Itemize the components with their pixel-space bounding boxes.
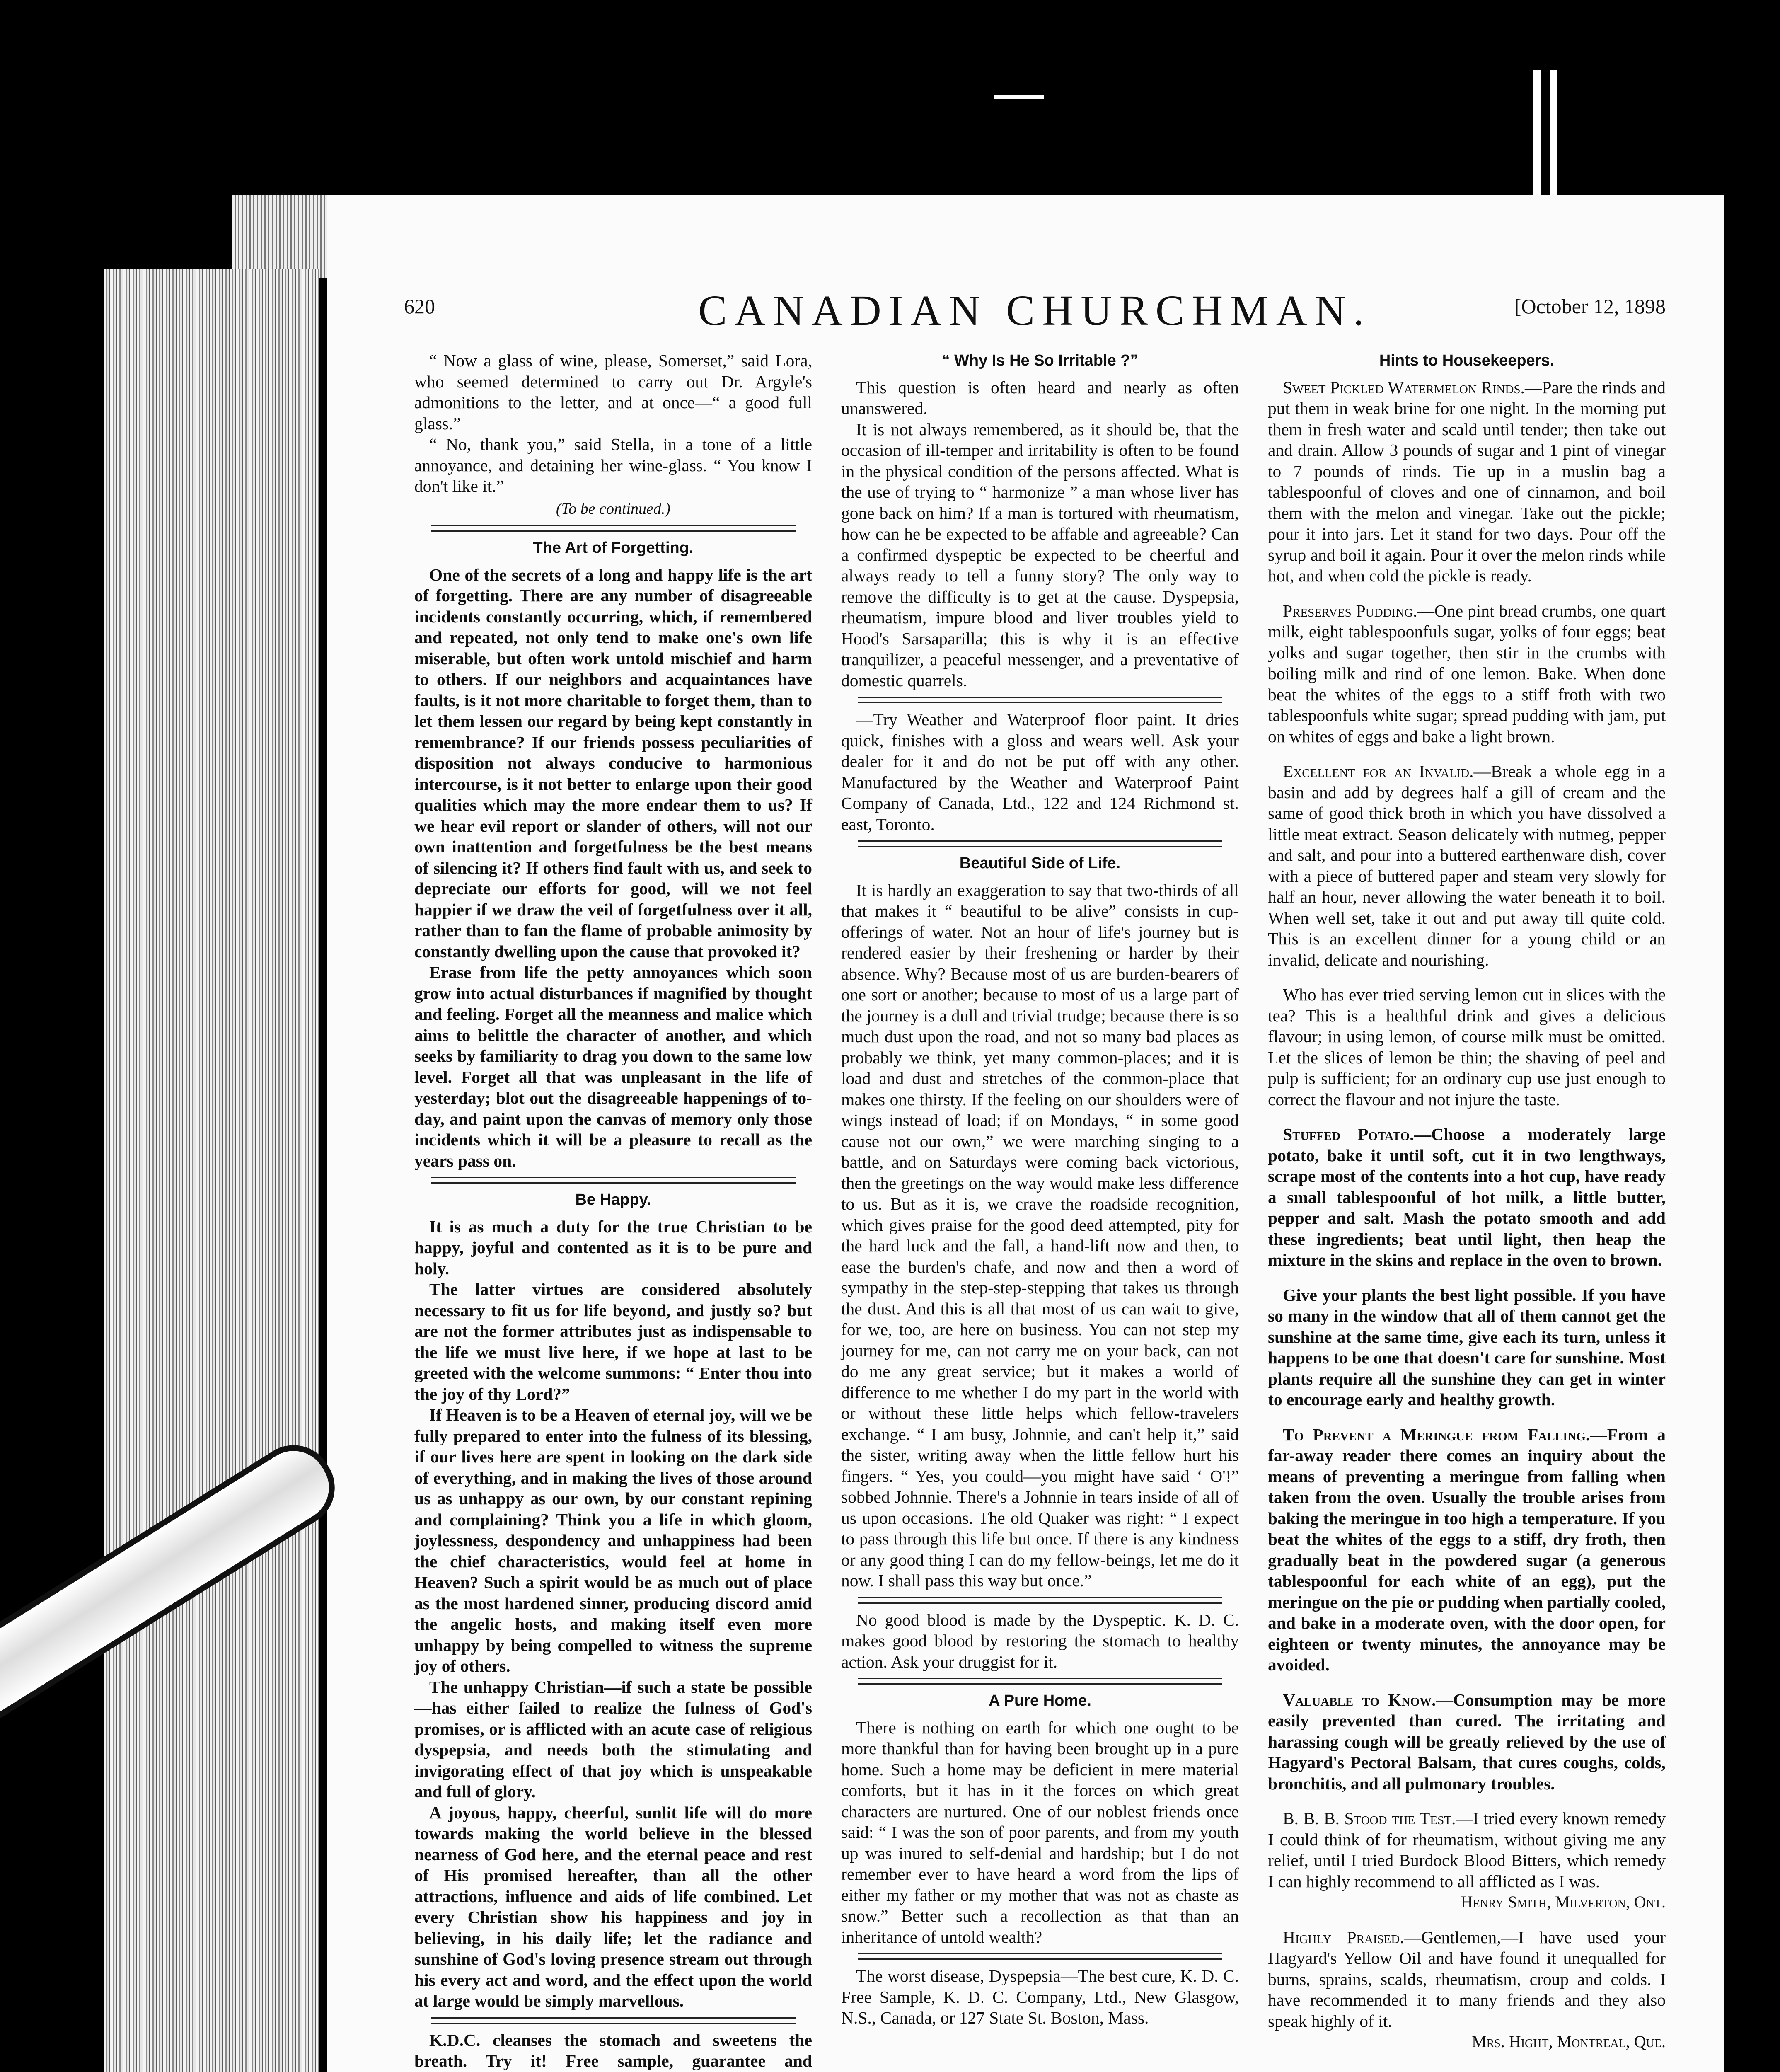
story-paragraph: “ No, thank you,” said Stella, in a tone of a little annoyance, and detaining her wine-glass. “ You know I don't like it.” [414,435,812,496]
testimonial-signature: Henry Smith, Milverton, Ont. [1461,1893,1666,1911]
section-rule [858,697,1222,703]
hint-heading: Valuable to Know. [1283,1690,1436,1709]
hint-heading: Excellent for an Invalid. [1283,762,1474,781]
section-rule [431,525,796,532]
column-2 [841,350,1239,2028]
section-rule [858,1953,1222,1960]
hint-heading: Stuffed Potato. [1283,1125,1414,1144]
story-paragraph: “ Now a glass of wine, please, Somerset,” said Lora, who seemed determined to carry out Dr. Argyle's admonitions to the letter, and at once—“ a good full glass.” [414,351,812,433]
hint-text: —One pint bread crumbs, one quart milk, eight tablespoonfuls sugar, yolks of four eggs; beat yolks and sugar together, then stir in the crumbs with boiling milk and rind of one lemon. Bake. When done beat the whites of the eggs to a stiff froth with two tablespoonfuls white sugar; spread pudding with jam, put on whites of eggs and bake a light brown. [1268,601,1666,746]
hint-text: —Choose a moderately large potato, bake it until soft, cut it in two lengthways, scrape most of the contents into a hot cup, have ready a small tablespoonful of hot milk, a little butter, pepper and salt. Mash the potato smooth and add these ingredients; beat until light, then heap the mixture in the skins and replace in the oven to brown. [1268,1125,1666,1269]
hint-paragraph [1268,761,1666,970]
article-title: Be Happy. [575,1191,651,1208]
advertisement: K.D.C. cleanses the stomach and sweetens the breath. Try it! Free sample, guarantee and [414,2030,812,2070]
testimonial-heading: Highly Praised. [1283,1927,1404,1947]
article-paragraph: It is hardly an exaggeration to say that two-thirds of all that makes it “ beautiful to be alive” consists in cup-offerings of water. Not an hour of life's journey but is rendered easier by their freshening or harder by their absence. Why? Because most of us are burden-bearers of one sort or another; because to most of us a large part of the journey is a dull and trivial trudge; because there is so much dust upon the road, and not so many bad places as probably we think, yet many common-places; and it is load and dust and stretches of the common-place that makes one thirsty. If the feeling on our shoulders were of wings instead of load; if on Mondays, “ in some good cause not our own,” we were marching singing to a battle, and on Saturdays were coming back victorious, then the greetings on the way would make less difference to us. But as it is, we crave the roadside recognition, which gives praise for the good deed attempted, pity for the hard luck and the fall, a hand-lift now and then, to ease the burden's chafe, and now and then a word of sympathy in the step-step-stepping that takes us through the dust. And this is all that most of us can wait to give, for we, too, are here on business. You can not step my journey for me, can not carry me on your back, can not do me any great service; but it makes a world of difference to me whether I do my part in the world with or without these little helps which fellow-travelers exchange. “ I am busy, Johnnie, and can't help it,” said the sister, writing away when the little fellow hurt his fingers. “ Yes, you could—you might have said ‘ O'!” sobbed Johnnie. There's a Johnnie in tears inside of all of us upon occasions. The old Quaker was right: “ I expect to pass through this life but once. If there is any kindness or any good thing I can do my fellow-beings, let me do it now. I shall pass this way but once.” [841,880,1239,1590]
section-title: Hints to Housekeepers. [1379,352,1555,369]
hint-text: —Pare the rinds and put them in weak brine for one night. In the morning put them in fresh water and scald until tender; then take out and drain. Allow 3 pounds of sugar and 1 pint of vinegar to 7 pounds of rinds. Tie up in a muslin bag a tablespoonful of cloves and one of cinnamon, and boil them with the melon and vinegar. Take out the pickle; pour it into jars. Let it stand for two days. Pour off the syrup and boil it again. Pour it over the melon rinds while hot, and when cold the pickle is ready. [1268,378,1666,585]
article-paragraph: There is nothing on earth for which one ought to be more thankful than for having been brought up in a pure home. Such a home may be deficient in mere material comforts, but it has in it the forces on which great characters are nurtured. One of our noblest friends once said: “ I was the son of poor parents, and from my youth up was inured to self-denial and hardship; but I do not remember ever to have heard a word from the lips of either my father or my mother that was not as chaste as snow.” Better such a recollection as that than an inheritance of untold wealth? [841,1718,1239,1946]
hint-paragraph [1268,600,1666,747]
scan-mark [1533,70,1541,195]
section-rule [431,1177,796,1184]
article-paragraph: One of the secrets of a long and happy life is the art of forgetting. There are any number of disagreeable incidents constantly occurring, which, if remembered and repeated, not only tend to make one's own life miserable, but often work untold mischief and harm to others. If our neighbors and acquaintances have faults, is it not more charitable to forget them, than to let them lessen our regard by being kept constantly in remembrance? If our friends possess peculiarities of disposition not always conducive to harmonious intercourse, is it not better to enlarge upon their good qualities which may the more endear them to us? If we hear evil report or slander of others, will not our own inattention and forgetfulness be the best means of silencing it? If others find fault with us, and seek to depreciate our efforts for good, will we not feel happier if we draw the veil of forgetfulness over it all, rather than to fan the flame of probable animosity by constantly dwelling upon the cause that provoked it? [414,565,812,961]
page-edges-top [232,195,340,278]
article-title: Beautiful Side of Life. [959,854,1121,872]
hint-heading: Preserves Pudding. [1283,601,1417,620]
masthead-title: CANADIAN CHURCHMAN. [698,287,1371,334]
testimonial-text: —Gentlemen,—I have used your Hagyard's Yellow Oil and have found it unequalled for burns, sprains, scalds, rheumatism, croup and colds. I have recommended it to many friends and they also speak highly of it. [1268,1927,1666,2031]
hint-text: —From a far-away reader there comes an inquiry about the means of preventing a meringue from falling when taken from the oven. Usually the trouble arises from baking the meringue in too high a temperature. If you beat the whites of the eggs to a stiff, dry froth, then gradually beat in the powdered sugar (a generous tablespoonful for each white of an egg), put the meringue on the pie or pudding when partially cooled, and bake in a moderate oven, with the door open, for eighteen or twenty minutes, the annoyance may be avoided. [1268,1425,1666,1674]
article-paragraph: The unhappy Christian—if such a state be possible—has either failed to realize the fulness of God's promises, or is afflicted with an acute case of religious dyspepsia, and needs both the stimulating and invigorating effect of that joy which is unspeakable and full of glory. [414,1677,812,1801]
article-paragraph: Erase from life the petty annoyances which soon grow into actual disturbances if magnified by thought and feeling. Forget all the meanness and malice which aims to belittle the character of another, and which seeks by familiarity to drag you down to the same low level. Forget all that was unpleasant in the life of yesterday; blot out the disagreeable happenings of to-day, and paint upon the canvas of memory only those incidents which it will be a pleasure to recall as the years pass on. [414,963,812,1170]
hint-paragraph [1268,1124,1666,1271]
article-paragraph: This question is often heard and nearly as often unanswered. [841,378,1239,418]
testimonial [1268,1927,1666,2032]
continued-note: (To be continued.) [556,500,671,518]
section-rule [858,1597,1222,1604]
section-rule [858,1678,1222,1685]
hint-paragraph: Give your plants the best light possible. If you have so many in the window that all of them cannot get the sunshine at the same time, give each its turn, unless it happens to be one that doesn't care for sunshine. Most plants require all the sunshine they can get in winter to encourage early and healthy growth. [1268,1285,1666,1409]
hint-paragraph [1268,1690,1666,1794]
testimonial-heading: B. B. B. Stood the Test. [1283,1809,1456,1828]
testimonial-text: —I tried every known remedy I could think of for rheumatism, without giving me any relief, until I tried Burdock Blood Bitters, which remedy I can highly recommend to all afflicted as I was. [1268,1809,1666,1891]
column-3 [1268,350,1666,2053]
article-paragraph: A joyous, happy, cheerful, sunlit life will do more towards making the world believe in the blessed nearness of God here, and the eternal peace and rest of His promised hereafter, than all the other attractions, influence and aids of life combined. Let every Christian show his happiness and joy in believing, in his daily life; let the radiance and sunshine of God's loving presence stream out through his every act and word, and the effect upon the world at large would be simply marvellous. [414,1803,812,2010]
advertisement: —Try Weather and Waterproof floor paint. It dries quick, finishes with a gloss and wears well. Ask your dealer for it and do not be put off with any other. Manufactured by the Weather and Waterproof Paint Company of Canada, Ltd., 122 and 124 Richmond st. east, Toronto. [841,710,1239,834]
advertisement: The worst disease, Dyspepsia—The best cure, K. D. C. Free Sample, K. D. C. Company, Ltd., New Glasgow, N.S., Canada, or 127 State St. Boston, Mass. [841,1966,1239,2027]
hint-paragraph [1268,377,1666,586]
testimonial-signature: Mrs. Hight, Montreal, Que. [1472,2032,1666,2051]
testimonial [1268,1808,1666,1892]
page-number: 620 [404,295,435,318]
page-header [404,286,1666,340]
hint-heading: To Prevent a Meringue from Falling. [1283,1425,1590,1444]
article-title: A Pure Home. [989,1692,1091,1709]
scan-mark [994,95,1044,99]
hint-paragraph: Who has ever tried serving lemon cut in slices with the tea? This is a healthful drink and gives a delicious flavour; in using lemon, of course milk must be omitted. Let the slices of lemon be thin; the shaving of peel and pulp is sufficient; for an ordinary cup use just enough to correct the flavour and not injure the taste. [1268,985,1666,1109]
hint-heading: Sweet Pickled Watermelon Rinds. [1283,378,1525,397]
article-paragraph: If Heaven is to be a Heaven of eternal joy, will we be fully prepared to enter into the fulness of its blessing, if our lives here are spent in looking on the dark side of everything, and in making the lives of those around us as unhappy as our own, by our constant repining and complaining? Think you a life in which gloom, joylessness, despondency and unhappiness had been the chief characteristics, would feel at home in Heaven? Such a spirit would be as much out of place as the most hardened sinner, producing discord amid the angelic hosts, and making itself even more unhappy by being compelled to witness the supreme joy of others. [414,1405,812,1675]
article-paragraph: It is as much a duty for the true Christian to be happy, joyful and contented as it is to be pure and holy. [414,1217,812,1278]
scan-mark [1550,70,1557,195]
hint-text: —Consumption may be more easily prevented than cured. The irritating and harassing cough will be greatly relieved by the use of Hagyard's Pectoral Balsam, that cures coughs, colds, bronchitis, and all pulmonary troubles. [1268,1690,1666,1793]
article-paragraph: It is not always remembered, as it should be, that the occasion of ill-temper and irritability is often to be found in the physical condition of the persons affected. What is the use of trying to “ harmonize ” a man whose liver has gone back on him? If a man is tortured with rheumatism, how can he be expected to be affable and agreeable? Can a confirmed dyspeptic be expected to be cheerful and always ready to tell a funny story? The only way to remove the difficulty is to get at the cause. Dyspepsia, rheumatism, impure blood and liver troubles yield to Hood's Sarsaparilla; this is why it is an effective tranquilizer, a peaceful messenger, and a preventative of domestic quarrels. [841,419,1239,690]
article-paragraph: The latter virtues are considered absolutely necessary to fit us for life beyond, and justly so? but are not the former attributes just as indispensable to the life we must live here, if we hope at last to be greeted with the welcome summons: “ Enter thou into the joy of thy Lord?” [414,1280,812,1404]
hint-text: —Break a whole egg in a basin and add by degrees half a gill of cream and the same of good thick broth in which you have dissolved a little meat extract. Season delicately with nutmeg, pepper and salt, and pour into a buttered earthenware dish, cover with a piece of buttered paper and steam very slowly for half an hour, never allowing the water beneath it to boil. When well set, take it out and put away till quite cold. This is an excellent dinner for a young child or an invalid, delicate and nourishing. [1268,762,1666,969]
column-1 [414,350,812,2072]
section-rule [431,2017,796,2024]
issue-date: [October 12, 1898 [1514,295,1666,318]
hint-paragraph [1268,1424,1666,1675]
book-page-edges [104,269,319,2072]
advertisement: No good blood is made by the Dyspeptic. K. D. C. makes good blood by restoring the stomach to healthy action. Ask your druggist for it. [841,1610,1239,1671]
section-rule [858,840,1222,847]
article-title: “ Why Is He So Irritable ?” [942,352,1138,369]
article-title: The Art of Forgetting. [533,539,694,557]
